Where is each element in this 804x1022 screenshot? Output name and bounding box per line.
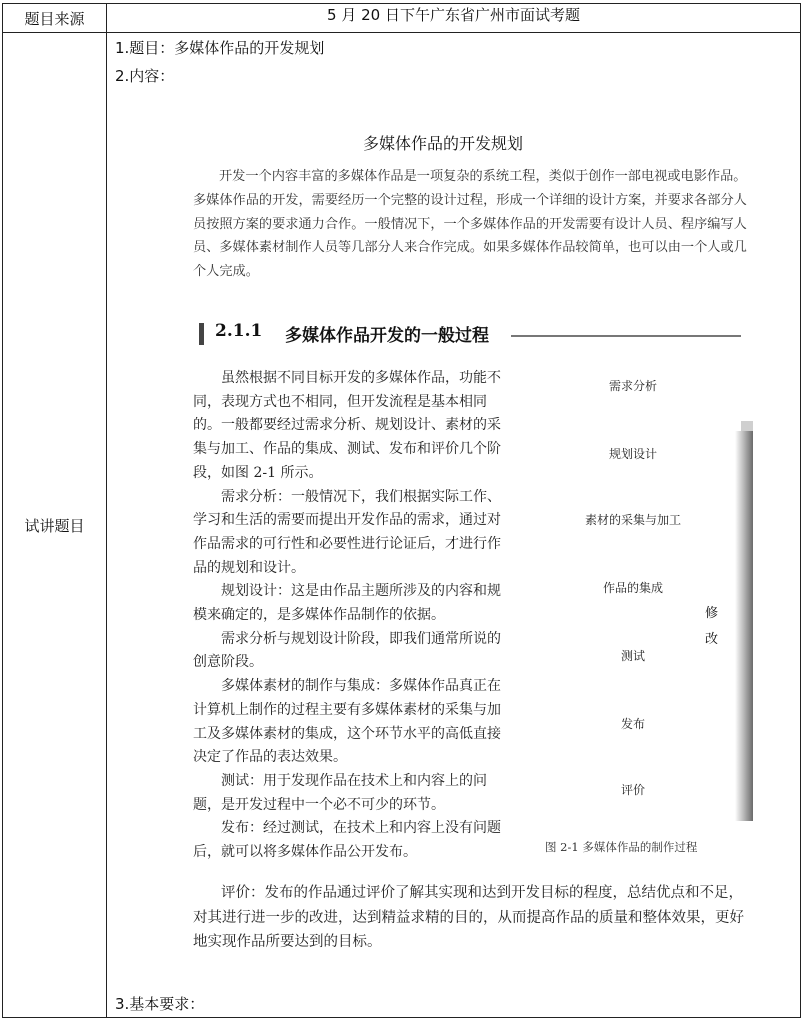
topic-line: 1.题目：多媒体作品的开发规划 (115, 39, 325, 57)
requirements-label: 3.基本要求： (115, 995, 205, 1013)
section-number: 2.1.1 (215, 321, 263, 341)
flow-step: 需求分析 (608, 379, 657, 393)
body-text (193, 367, 511, 865)
flow-step: 作品的集成 (602, 581, 663, 595)
intro-paragraph: 开发一个内容丰富的多媒体作品是一项复杂的系统工程，类似于创作一部电视或电影作品。多媒体作品的开发，需要经历一个完整的设计过程，形成一个详细的设计方案，并要求各部分人员按照方案的要求通力合作。一般情况下，一个多媒体作品的开发需要有设计人员、程序编写人员、多媒体素材制作人员等几部分人来合作完成。如果多媒体作品较简单，也可以由一个人或几个人完成。 (193, 169, 747, 280)
section-rule (511, 335, 741, 337)
content-cell (107, 33, 801, 1018)
page-curl-shadow (735, 431, 753, 821)
flow-step: 发布 (620, 717, 645, 731)
figure-caption: 图 2-1 多媒体作品的制作过程 (545, 840, 698, 854)
flow-step: 测试 (620, 649, 645, 663)
modify-label: 修改 (705, 606, 719, 647)
row-label: 试讲题目 (3, 33, 107, 1018)
scan-title: 多媒体作品的开发规划 (363, 134, 524, 153)
header-row (3, 4, 801, 33)
paragraph-production: 多媒体素材的制作与集成：多媒体作品真正在计算机上制作的过程主要有多媒体素材的采集与加工及多媒体素材的集成，这个环节水平的高低直接决定了作品的表达效果。 (193, 678, 501, 766)
section-title: 多媒体作品开发的一般过程 (285, 326, 489, 346)
source-value: 5 月 20 日下午广东省广州市面试考题 (107, 4, 801, 33)
paragraph-testing: 测试：用于发现作品在技术上和内容上的问题，是开发过程中一个必不可少的环节。 (193, 772, 487, 813)
section-heading (199, 319, 749, 349)
paragraph-publishing: 发布：经过测试，在技术上和内容上没有问题后，就可以将多媒体作品公开发布。 (193, 820, 501, 861)
textbook-scan (107, 121, 800, 983)
content-label: 2.内容： (115, 67, 175, 85)
paragraph-requirement-analysis: 需求分析：一般情况下，我们根据实际工作、学习和生活的需要而提出开发作品的需求，通过对作品需求的可行性和必要性进行论证后，才进行作品的规划和设计。 (193, 488, 501, 576)
content-row (3, 33, 801, 1018)
paragraph-overview: 虽然根据不同目标开发的多媒体作品，功能不同，表现方式也不相同，但开发流程是基本相同的。一般都要经过需求分析、规划设计、素材的采集与加工、作品的集成、测试、发布和评价几个阶段，如图 2-1 所示。 (193, 370, 501, 481)
evaluation-paragraph: 评价：发布的作品通过评价了解其实现和达到开发目标的程度，总结优点和不足，对其进行进一步的改进，达到精益求精的目的，从而提高作品的质量和整体效果，更好地实现作品所要达到的目标。 (193, 885, 744, 950)
flow-step: 评价 (620, 783, 645, 797)
paragraph-planning: 规划设计：这是由作品主题所涉及的内容和规模来确定的，是多媒体作品制作的依据。 (193, 583, 501, 624)
exam-table (2, 3, 801, 1018)
section-bar (199, 323, 204, 345)
flow-step: 素材的采集与加工 (584, 513, 681, 527)
flow-step: 规划设计 (608, 447, 657, 461)
flow-diagram (533, 371, 733, 871)
paragraph-creative-stage: 需求分析与规划设计阶段，即我们通常所说的创意阶段。 (193, 630, 501, 671)
source-label: 题目来源 (3, 4, 107, 33)
